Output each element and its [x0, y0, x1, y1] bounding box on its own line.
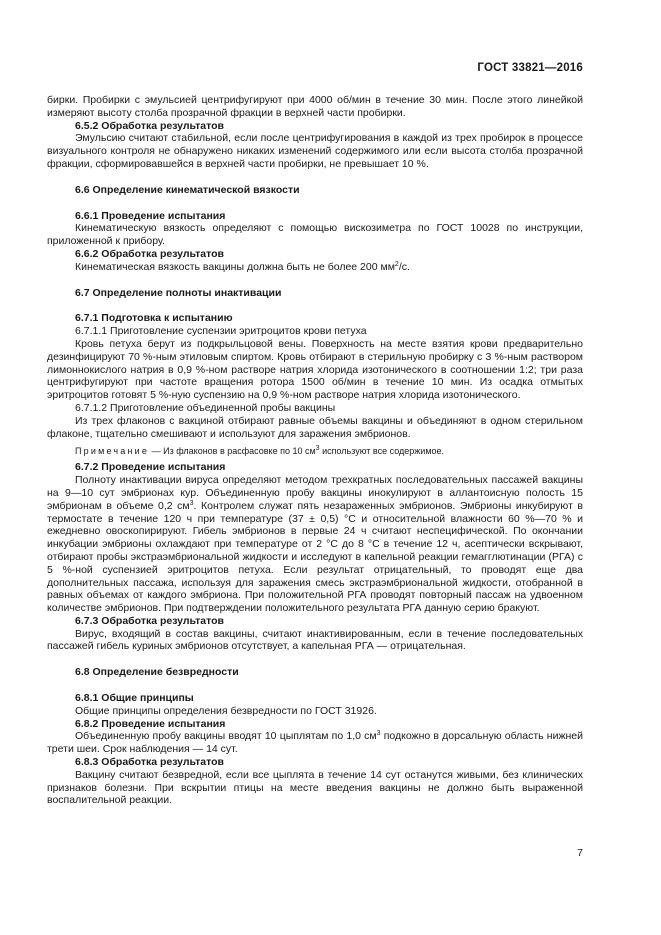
subheading-6-7-1-2: 6.7.1.2 Приготовление объединенной пробы вакцины: [75, 401, 336, 414]
paragraph-blood-preparation: Кровь петуха берут из подкрыльцовой вены. Поверхность на месте взятия крови предварительно дезинфицируют 70 %-ным этиловым спиртом. Кровь отбирают в стерильную пробирку с 3 %-ным раствором лимоннокислого натрия в 0,9 %-ном растворе натрия хлорида изотонического в соотношении 1:2; три раза центрифугируют при частоте вращения ротора 1500 об/мин в течение 10 мин. Из осадка отмытых эритроцитов готовят 5 %-ную суспензию на 0,9 %-ном растворе натрия хлорида изотонического.: [47, 337, 583, 402]
heading-6-8-3: 6.8.3 Обработка результатов: [75, 756, 224, 769]
heading-6-8-1: 6.8.1 Общие принципы: [75, 692, 194, 705]
heading-6-6-1: 6.6.1 Проведение испытания: [75, 209, 226, 222]
paragraph-viscosity-method: Кинематическую вязкость определяют с помощью вискозиметра по ГОСТ 10028 по инструкции, приложенной к прибору.: [47, 222, 583, 248]
heading-6-7-1: 6.7.1 Подготовка к испытанию: [75, 312, 233, 325]
heading-6-6: 6.6 Определение кинематической вязкости: [75, 183, 300, 196]
document-code: ГОСТ 33821—2016: [477, 62, 583, 74]
heading-6-6-2: 6.6.2 Обработка результатов: [75, 247, 224, 260]
paragraph-viscosity-limit: Кинематическая вязкость вакцины должна быть не более 200 $мм^2/с$.: [75, 260, 410, 273]
subheading-6-7-1-1: 6.7.1.1 Приготовление суспензии эритроцитов крови петуха: [75, 325, 367, 338]
heading-6-8-2: 6.8.2 Проведение испытания: [75, 717, 226, 730]
paragraph-safety-result: Вакцину считают безвредной, если все цыплята в течение 14 сут останутся живыми, без клинических признаков болезни. При вскрытии птицы на месте введения вакцины не должно быть выраженной воспалительной реакции.: [47, 768, 583, 807]
heading-6-7: 6.7 Определение полноты инактивации: [75, 286, 282, 299]
paragraph-pooled-sample: Из трех флаконов с вакциной отбирают равные объемы вакцины и объединяют в одном стерильном флаконе, тщательно смешивают и используют для заражения эмбрионов.: [47, 414, 583, 440]
note: Примечание — Из флаконов в расфасовке по 10 $см^3$ используют все содержимое.: [75, 445, 445, 457]
heading-6-7-3: 6.7.3 Обработка результатов: [75, 614, 224, 627]
heading-6-8: 6.8 Определение безвредности: [75, 666, 239, 679]
page-number: 7: [577, 847, 583, 859]
paragraph-inactivation-result: Вирус, входящий в состав вакцины, считают инактивированным, если в течение последовательных пассажей гибель куриных эмбрионов отсутствует, а капельная РГА — отрицательная.: [47, 627, 583, 653]
paragraph-inactivation-test: Полноту инактивации вируса определяют методом трехкратных последовательных пассажей вакцины на 9—10 сут эмбрионах кур. Объединенную пробу вакцины инокулируют в аллантоисную полость 15 эмбрионам в объеме 0,2 $см^3$. Контролем служат пять незараженных эмбрионов. Эмбрионы инкубируют в термостате в течение 120 ч при температуре (37 ± 0,5) °С и относительной влажности 60 %—70 % и ежедневно овоскопирируют. Гибель эмбрионов в первые 24 ч считают неспецифической. По окончании инкубации эмбрионы охлаждают при температуре от 2 °С до 8 °С в течение 12 ч, асептически вскрывают, отбирают пробы экстраэмбриональной жидкости и исследуют в капельной реакции гемагглютинации (РГА) с 5 %-ной суспензией эритроцитов петуха. Если результат отрицательный, то проводят еще два дополнительных пассажа, используя для заражения смесь экстраэмбриональной жидкости, отобранной в равных объемах от каждого эмбриона. При положительной РГА проводят повторный пассаж на удвоенном количестве эмбрионов. При подтверждении положительного результата РГА данную серию бракуют.: [47, 474, 584, 615]
paragraph-emulsion-stable: Эмульсию считают стабильной, если после центрифугирования в каждой из трех пробирок в процессе визуального контроля не обнаружено никаких изменений содержимого или если высота столба прозрачной фракции, сформировавшейся в верхней части пробирки, не превышает 10 %.: [47, 132, 583, 170]
paragraph-safety-test: Объединенную пробу вакцины вводят 10 цыплятам по 1,0 $см^3$ подкожно в дорсальную область нижней трети шеи. Срок наблюдения — 14 сут.: [47, 730, 583, 756]
document-body: [47, 94, 583, 807]
heading-6-5-2: 6.5.2 Обработка результатов: [75, 119, 224, 132]
note-label: Примечание: [75, 446, 150, 457]
paragraph-centrifuge-continued: бирки. Пробирки с эмульсией центрифугируют при 4000 об/мин в течение 30 мин. После этого линейкой измеряют высоту столба прозрачной фракции в верхней части пробирки.: [47, 94, 583, 119]
paragraph-safety-principles: Общие принципы определения безвредности по ГОСТ 31926.: [75, 704, 377, 717]
heading-6-7-2: 6.7.2 Проведение испытания: [75, 461, 226, 474]
